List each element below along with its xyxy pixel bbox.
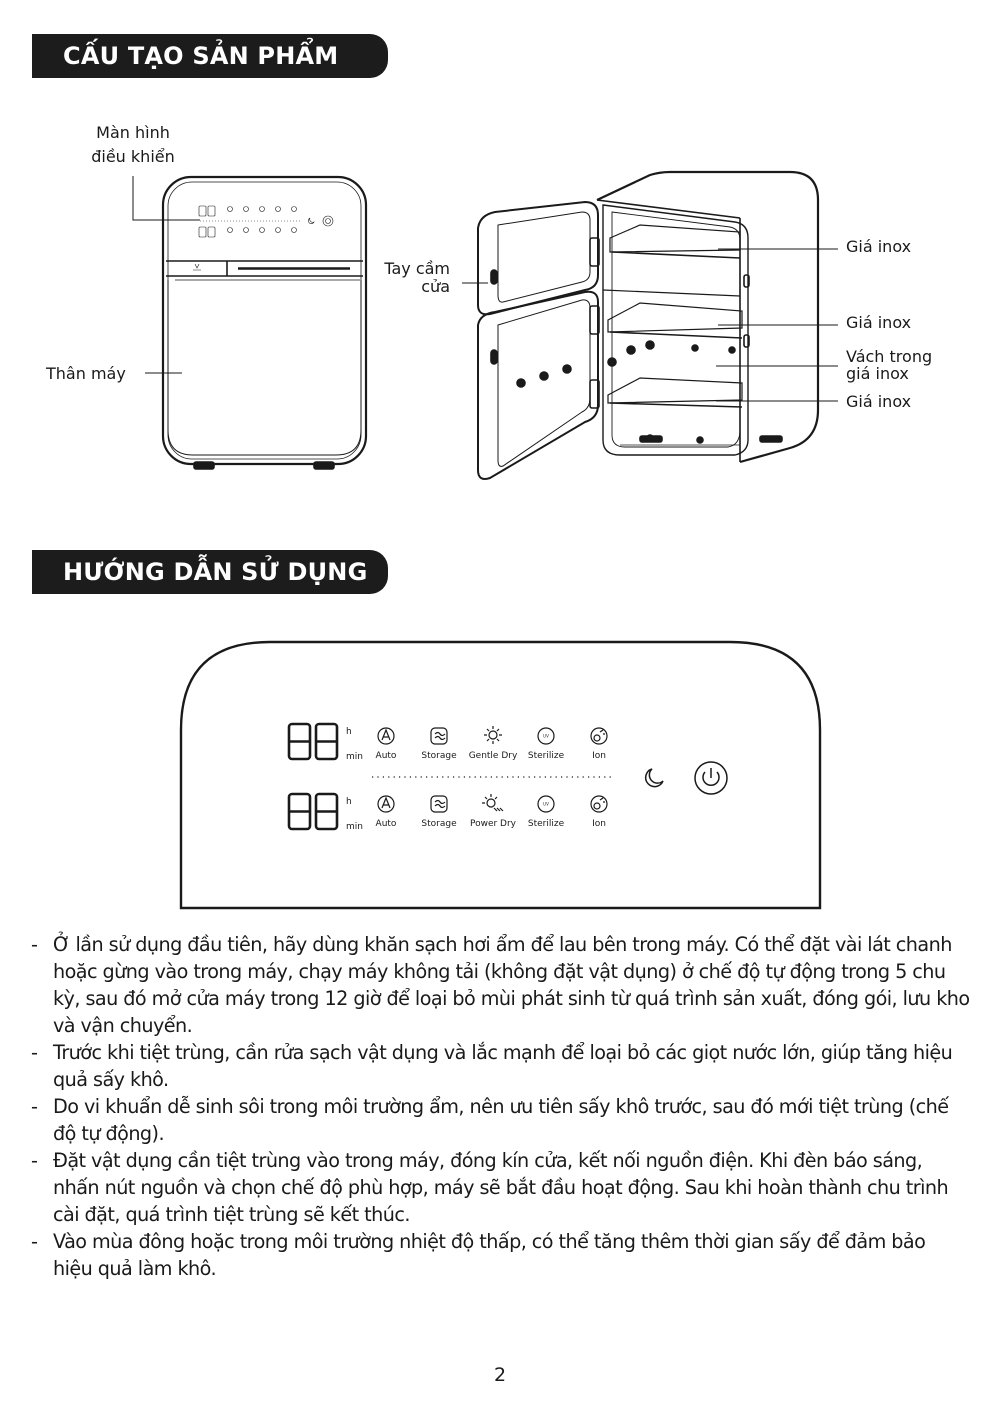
- closed-unit-illustration: [163, 177, 366, 469]
- label-handle-1: Tay cầm: [384, 259, 450, 278]
- mode-label-lower-2: Power Dry: [469, 819, 517, 829]
- label-handle-2: cửa: [421, 277, 450, 296]
- label-divider-2: giá inox: [846, 364, 909, 383]
- mode-label-lower-4: Ion: [592, 819, 606, 829]
- mode-label-lower-1: Storage: [421, 819, 457, 829]
- ion-icon: [591, 796, 607, 812]
- product-structure-diagram: [0, 0, 1000, 520]
- label-divider-1: Vách trong: [846, 347, 933, 366]
- moon-icon: [646, 769, 663, 787]
- instruction-item: - Trước khi tiệt trùng, cần rửa sạch vật dụng và lắc mạnh để loại bỏ các giọt nước lớn, giúp tăng hiệu quả sấy khô.: [30, 1039, 970, 1093]
- storage-icon: [431, 796, 447, 812]
- section-header-structure: CẤU TẠO SẢN PHẨM: [32, 34, 388, 78]
- instruction-item: - Vào mùa đông hoặc trong môi trường nhiệt độ thấp, có thể tăng thêm thời gian sấy để đảm bảo hiệu quả làm khô.: [30, 1228, 970, 1282]
- unit-min-upper: min: [346, 752, 363, 762]
- uv-text-upper: UV: [543, 733, 549, 739]
- storage-icon: [431, 728, 447, 744]
- auto-icon: [378, 728, 394, 744]
- closed-unit-mini-logo: [193, 264, 201, 270]
- section-header-usage: HƯỚNG DẪN SỬ DỤNG: [32, 550, 388, 594]
- label-rack-3: Giá inox: [846, 392, 912, 411]
- uv-text-lower: UV: [543, 801, 549, 807]
- label-rack-1: Giá inox: [846, 237, 912, 256]
- label-control-screen-1: Màn hình: [96, 123, 170, 142]
- timer-display-lower: [289, 794, 337, 829]
- label-control-screen-2: điều khiển: [91, 147, 175, 166]
- control-panel-outline: [181, 642, 820, 908]
- instruction-item: - Do vi khuẩn dễ sinh sôi trong môi trường ẩm, nên ưu tiên sấy khô trước, sau đó mới tiệt trùng (chế độ tự động).: [30, 1093, 970, 1147]
- power-icon: [695, 762, 727, 794]
- usage-instructions: [30, 931, 970, 1282]
- mode-label-upper-1: Storage: [421, 751, 457, 761]
- control-panel-diagram: [0, 620, 1000, 920]
- timer-display-upper: [289, 724, 337, 759]
- instruction-item: - Đặt vật dụng cần tiệt trùng vào trong máy, đóng kín cửa, kết nối nguồn điện. Khi đèn báo sáng, nhấn nút nguồn và chọn chế độ phù hợp, máy sẽ bắt đầu hoạt động. Sau khi hoàn thành chu trình cài đặt, quá trình tiệt trùng sẽ kết thúc.: [30, 1147, 970, 1228]
- leader-lines: [133, 176, 838, 401]
- mode-label-lower-3: Sterilize: [527, 819, 565, 829]
- mode-label-lower-0: Auto: [375, 819, 397, 829]
- unit-min-lower: min: [346, 822, 363, 832]
- sun-icon: [484, 726, 502, 744]
- label-rack-2: Giá inox: [846, 313, 912, 332]
- label-body: Thân máy: [46, 364, 126, 383]
- unit-h-upper: h: [346, 727, 352, 737]
- power-dry-icon: [482, 794, 503, 811]
- mode-label-upper-4: Ion: [592, 751, 606, 761]
- ion-icon: [591, 728, 607, 744]
- unit-h-lower: h: [346, 797, 352, 807]
- mode-label-upper-3: Sterilize: [527, 751, 565, 761]
- instruction-item: - Ở lần sử dụng đầu tiên, hãy dùng khăn sạch hơi ẩm để lau bên trong máy. Có thể đặt vài lát chanh hoặc gừng vào trong máy, chạy máy không tải (không đặt vật dụng) ở chế độ tự động trong 5 chu kỳ, sau đó mở cửa máy trong 12 giờ để loại bỏ mùi phát sinh từ quá trình sản xuất, đóng gói, lưu kho và vận chuyển.: [30, 931, 970, 1039]
- closed-unit-mini-panel: [199, 206, 333, 237]
- page-number: 2: [493, 1364, 507, 1386]
- auto-icon: [378, 796, 394, 812]
- mode-label-upper-0: Auto: [375, 751, 397, 761]
- mode-label-upper-2: Gentle Dry: [468, 751, 518, 761]
